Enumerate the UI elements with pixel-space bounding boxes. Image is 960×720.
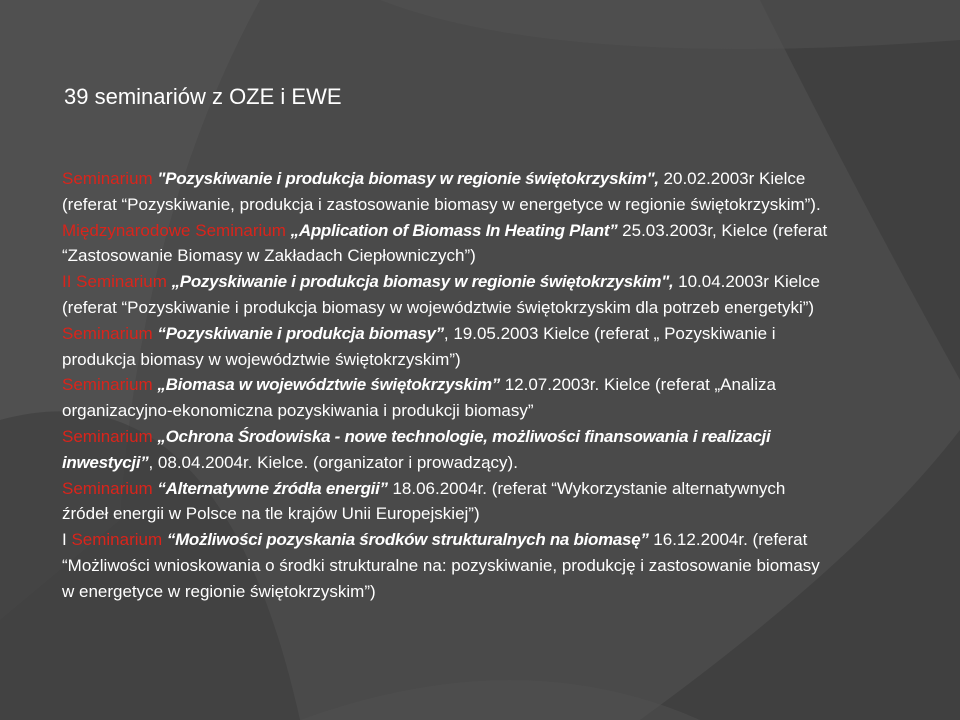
seminar-item-3	[62, 272, 820, 317]
seminar-label: Seminarium	[62, 323, 158, 343]
seminar-label: Seminarium	[62, 169, 158, 188]
seminar-item-6	[62, 427, 770, 472]
seminar-details: , 08.04.2004r. Kielce. (organizator i prowadzący).	[148, 452, 518, 472]
seminar-label: Seminarium	[62, 426, 158, 446]
seminar-title: “Alternatywne źródła energii”	[157, 478, 388, 498]
seminar-list	[62, 166, 832, 605]
seminar-title: „Application of Biomass In Heating Plant”	[290, 220, 618, 240]
seminar-item-5	[62, 375, 776, 420]
seminar-label: Seminarium	[62, 375, 158, 395]
seminar-title: “Pozyskiwanie i produkcja biomasy”	[157, 323, 444, 343]
seminar-details: 12.07.2003r. Kielce (referat „Analiza organizacyjno-ekonomiczna pozyskiwania i produkcji biomasy”	[62, 375, 776, 421]
seminar-title: “Możliwości pozyskania środków strukturalnych na biomasę”	[166, 530, 649, 550]
seminar-label: Seminarium	[71, 530, 167, 550]
seminar-item-7	[62, 479, 785, 524]
seminar-item-1	[62, 169, 821, 214]
seminar-title: „Pozyskiwanie i produkcja biomasy w regionie świętokrzyskim",	[171, 272, 674, 292]
seminar-details: 20.02.2003r Kielce (referat “Pozyskiwanie, produkcja i zastosowanie biomasy w energetyce w regionie świętokrzyskim”).	[62, 169, 821, 214]
seminar-details: 25.03.2003r, Kielce (referat “Zastosowanie Biomasy w Zakładach Ciepłowniczych”)	[62, 220, 828, 266]
seminar-details: 18.06.2004r. (referat “Wykorzystanie alternatywnych źródeł energii w Polsce na tle krajów Unii Europejskiej”)	[62, 478, 786, 524]
seminar-label: II Seminarium	[62, 272, 172, 292]
seminar-details: 16.12.2004r. (referat “Możliwości wnioskowania o środki strukturalne na: pozyskiwanie, produkcję i zastosowanie biomasy w energetyce w regionie świętokrzyskim”)	[62, 530, 820, 601]
seminar-item-8	[62, 530, 820, 601]
seminar-label: Seminarium	[62, 478, 158, 498]
seminar-item-2	[62, 221, 827, 266]
seminar-item-4	[62, 324, 776, 369]
seminar-title: „Ochrona Środowiska - nowe technologie, możliwości finansowania i realizacji inwestycji”	[62, 426, 771, 472]
seminar-title: „Biomasa w województwie świętokrzyskim”	[157, 375, 500, 395]
seminar-details: , 19.05.2003 Kielce (referat „ Pozyskiwanie i produkcja biomasy w województwie świętokrzyskim”)	[62, 323, 776, 369]
slide-title: 39 seminariów z OZE i EWE	[64, 84, 342, 109]
seminar-details: 10.04.2003r Kielce (referat “Pozyskiwanie i produkcja biomasy w województwie świętokrzyskim dla potrzeb energetyki”)	[62, 272, 820, 317]
seminar-title: "Pozyskiwanie i produkcja biomasy w regionie świętokrzyskim",	[157, 169, 659, 188]
seminar-label: Międzynarodowe Seminarium	[62, 220, 291, 240]
seminar-prefix: I	[62, 530, 72, 550]
